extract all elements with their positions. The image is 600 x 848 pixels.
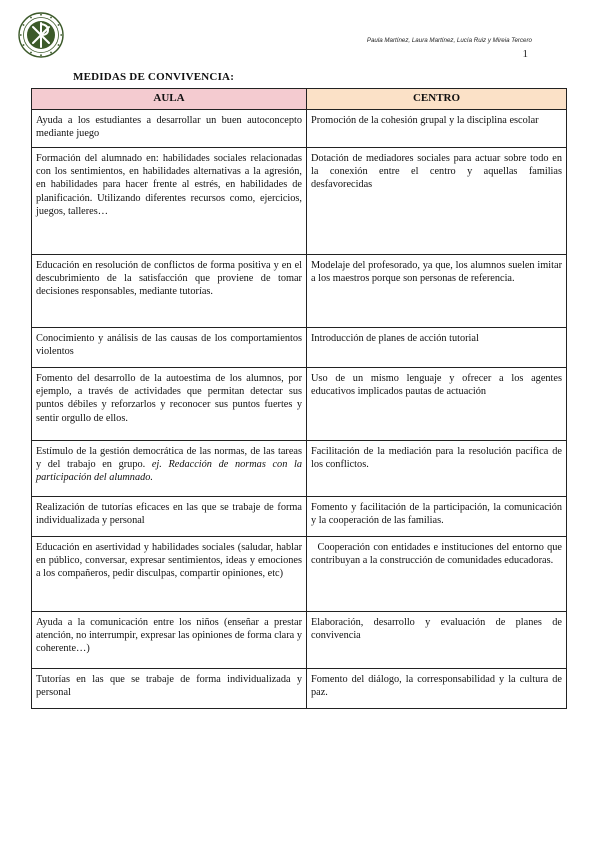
table-row <box>32 368 567 441</box>
cell-aula <box>32 441 307 497</box>
cell-centro: Fomento y facilitación de la participación, la comunicación y la cooperación de las familias. <box>307 497 567 537</box>
cell-aula <box>32 612 307 669</box>
cell-centro: Dotación de mediadores sociales para actuar sobre todo en la conexión entre el centro y aquellas familias desfavorecidas <box>307 148 567 255</box>
cell-aula <box>32 368 307 441</box>
cell-aula <box>32 328 307 368</box>
table-row <box>32 328 567 368</box>
cell-aula-text: Educación en asertividad y habilidades sociales (saludar, hablar en público, conversar, expresar sentimientos, ideas y emociones a los compañeros, pedir disculpas, compartir opiniones, etc) <box>36 542 302 580</box>
table-row <box>32 148 567 255</box>
table-row <box>32 537 567 612</box>
cell-aula-text: Educación en resolución de conflictos de forma positiva y en el descubrimiento de la satisfacción que proviene de tomar decisiones responsables, mediante tutorías. <box>36 260 302 298</box>
cell-centro: Cooperación con entidades e instituciones del entorno que contribuyan a la construcción de comunidades educadoras. <box>307 537 567 612</box>
university-seal-logo <box>18 12 64 58</box>
cell-centro: Modelaje del profesorado, ya que, los alumnos suelen imitar a los maestros porque son personas de referencia. <box>307 255 567 328</box>
table-row <box>32 255 567 328</box>
cell-aula-text: Tutorías en las que se trabaje de forma individualizada y personal <box>36 674 302 699</box>
cell-aula <box>32 110 307 148</box>
authors-line: Paula Martínez, Laura Martínez, Lucía Ruiz y Mireia Tercero <box>366 37 532 44</box>
cell-aula-example: ej. Redacción de normas con la participación del alumnado. <box>36 459 302 484</box>
cell-aula <box>32 255 307 328</box>
cell-centro: Promoción de la cohesión grupal y la disciplina escolar <box>307 110 567 148</box>
table-row <box>32 497 567 537</box>
cell-aula <box>32 669 307 709</box>
cell-aula-text: Fomento del desarrollo de la autoestima de los alumnos, por ejemplo, a través de actividades que permitan detectar sus puntos débiles y reforzarlos y reconocer sus puntos fuertes y sentir orgullo de ellos. <box>36 373 302 424</box>
cell-aula-text: Conocimiento y análisis de las causas de los comportamientos violentos <box>36 333 302 358</box>
table-row <box>32 441 567 497</box>
cell-centro: Facilitación de la mediación para la resolución pacífica de los conflictos. <box>307 441 567 497</box>
column-header-aula: AULA <box>32 89 307 110</box>
cell-aula-text: Ayuda a la comunicación entre los niños (enseñar a prestar atención, no interrumpir, expresar las opiniones de forma clara y coherente…) <box>36 617 302 655</box>
cell-centro: Introducción de planes de acción tutorial <box>307 328 567 368</box>
table-row <box>32 612 567 669</box>
cell-aula-text: Formación del alumnado en: habilidades sociales relacionadas con los sentimientos, en habilidades alternativas a la agresión, en habilidades para hacer frente al estrés, en habilidades de planificación. Utilizando diferentes recursos como, ejercicios, juegos, talleres… <box>36 153 302 217</box>
column-header-centro: CENTRO <box>307 89 567 110</box>
table-header-row <box>32 89 567 110</box>
table-row <box>32 110 567 148</box>
section-title: MEDIDAS DE CONVIVENCIA: <box>73 71 235 83</box>
cell-aula-text: Realización de tutorías eficaces en las que se trabaje de forma individualizada y personal <box>36 502 302 527</box>
cell-aula-text: Estímulo de la gestión democrática de las normas, de las tareas y del trabajo en grupo. <box>36 446 302 471</box>
cell-centro: Uso de un mismo lenguaje y ofrecer a los agentes educativos implicados pautas de actuación <box>307 368 567 441</box>
cell-aula <box>32 537 307 612</box>
page-number: 1 <box>522 48 528 60</box>
cell-centro: Fomento del diálogo, la corresponsabilidad y la cultura de paz. <box>307 669 567 709</box>
cell-aula <box>32 497 307 537</box>
table-row <box>32 669 567 709</box>
cell-aula-text: Ayuda a los estudiantes a desarrollar un buen autoconcepto mediante juego <box>36 115 302 140</box>
measures-table <box>31 88 567 709</box>
cell-aula <box>32 148 307 255</box>
cell-centro: Elaboración, desarrollo y evaluación de planes de convivencia <box>307 612 567 669</box>
